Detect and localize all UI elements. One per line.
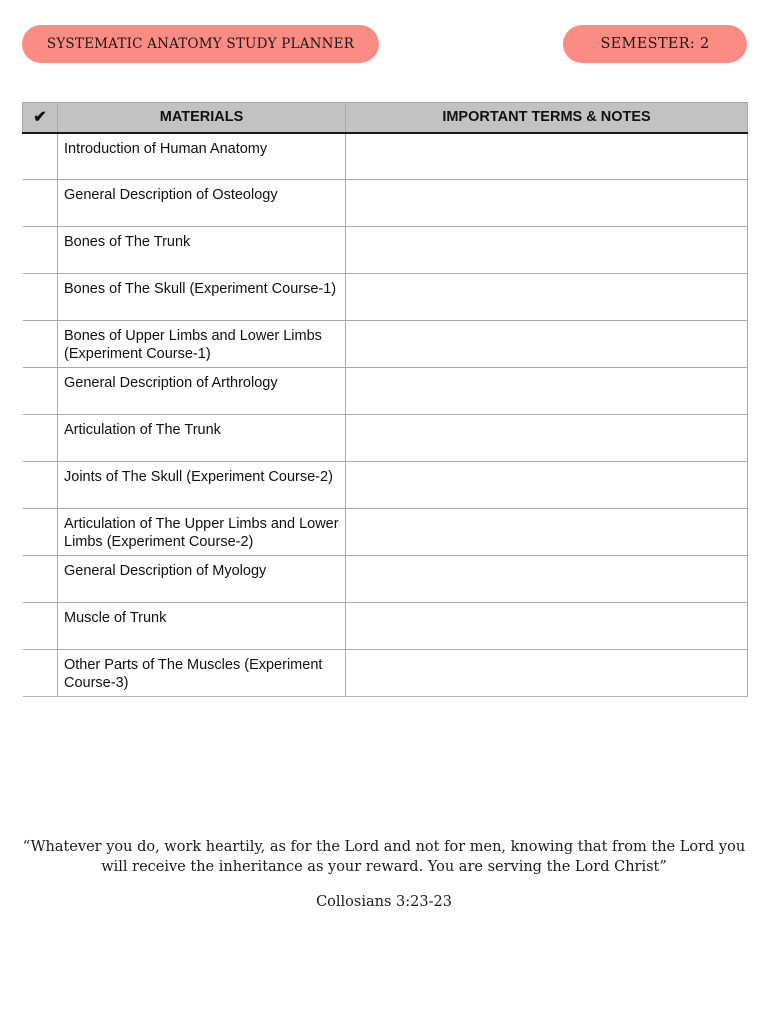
table-row (23, 415, 748, 462)
material-cell (58, 462, 346, 509)
table-row (23, 462, 748, 509)
row-checkbox-cell[interactable] (23, 415, 58, 462)
material-cell (58, 368, 346, 415)
material-name: Bones of The Trunk (64, 234, 191, 250)
table-row (23, 133, 748, 180)
study-planner-table (22, 102, 748, 697)
material-name: Bones of The Skull (Experiment Course-1) (64, 281, 337, 297)
notes-cell[interactable] (346, 274, 748, 321)
notes-cell[interactable] (346, 650, 748, 697)
material-name: Articulation of The Upper Limbs and Lower Limbs (Experiment Course-2) (64, 516, 339, 550)
notes-cell[interactable] (346, 227, 748, 274)
material-cell (58, 650, 346, 697)
row-checkbox-cell[interactable] (23, 603, 58, 650)
material-cell (58, 321, 346, 368)
material-name: Articulation of The Trunk (64, 422, 221, 438)
row-checkbox-cell[interactable] (23, 180, 58, 227)
notes-cell[interactable] (346, 415, 748, 462)
table-row (23, 509, 748, 556)
bible-quote: “Whatever you do, work heartily, as for the Lord and not for men, knowing that from the Lord you will receive the inheritance as your reward. You are serving the Lord Christ” (22, 839, 746, 875)
semester-label: SEMESTER: (600, 36, 696, 52)
material-cell (58, 180, 346, 227)
notes-cell[interactable] (346, 603, 748, 650)
notes-cell[interactable] (346, 321, 748, 368)
material-cell (58, 133, 346, 180)
semester-value: 2 (700, 36, 710, 52)
notes-column-header: IMPORTANT TERMS & NOTES (346, 103, 748, 133)
materials-column-header: MATERIALS (58, 103, 346, 133)
table-row (23, 556, 748, 603)
planner-title-badge (22, 25, 379, 63)
material-name: Bones of Upper Limbs and Lower Limbs (Experiment Course-1) (64, 328, 322, 362)
material-name: General Description of Arthrology (64, 375, 278, 391)
notes-cell[interactable] (346, 368, 748, 415)
planner-rows (23, 133, 748, 697)
check-column-header: ✔ (23, 103, 58, 133)
material-name: General Description of Osteology (64, 187, 278, 203)
table-row (23, 227, 748, 274)
table-row (23, 368, 748, 415)
row-checkbox-cell[interactable] (23, 556, 58, 603)
table-row (23, 603, 748, 650)
notes-cell[interactable] (346, 509, 748, 556)
material-cell (58, 556, 346, 603)
table-header-row (23, 103, 748, 133)
row-checkbox-cell[interactable] (23, 321, 58, 368)
material-name: Muscle of Trunk (64, 610, 167, 626)
material-name: Joints of The Skull (Experiment Course-2) (64, 469, 333, 485)
table-row (23, 180, 748, 227)
row-checkbox-cell[interactable] (23, 274, 58, 321)
notes-cell[interactable] (346, 556, 748, 603)
semester-badge (563, 25, 747, 63)
material-cell (58, 509, 346, 556)
table-row (23, 321, 748, 368)
material-name: Other Parts of The Muscles (Experiment Course-3) (64, 657, 323, 691)
row-checkbox-cell[interactable] (23, 650, 58, 697)
row-checkbox-cell[interactable] (23, 462, 58, 509)
notes-cell[interactable] (346, 133, 748, 180)
notes-cell[interactable] (346, 180, 748, 227)
row-checkbox-cell[interactable] (23, 227, 58, 274)
planner-title: SYSTEMATIC ANATOMY STUDY PLANNER (46, 36, 355, 52)
material-cell (58, 227, 346, 274)
material-cell (58, 603, 346, 650)
notes-cell[interactable] (346, 462, 748, 509)
row-checkbox-cell[interactable] (23, 368, 58, 415)
material-cell (58, 415, 346, 462)
row-checkbox-cell[interactable] (23, 509, 58, 556)
material-name: General Description of Myology (64, 563, 267, 579)
row-checkbox-cell[interactable] (23, 133, 58, 180)
material-cell (58, 274, 346, 321)
quote-citation: Collosians 3:23-23 (316, 894, 452, 910)
material-name: Introduction of Human Anatomy (64, 140, 268, 157)
table-row (23, 274, 748, 321)
table-row (23, 650, 748, 697)
